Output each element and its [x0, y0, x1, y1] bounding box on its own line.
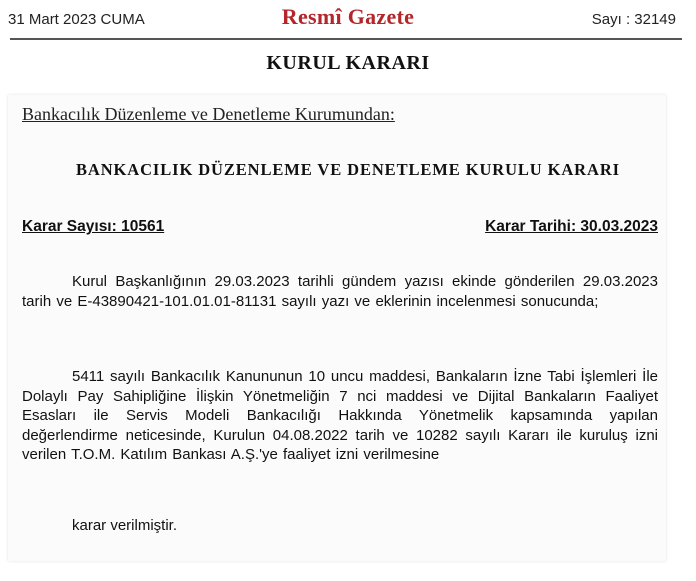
section-title: KURUL KARARI — [266, 52, 430, 74]
decision-date: Karar Tarihi: 30.03.2023 — [485, 218, 658, 235]
issue-number: Sayı : 32149 — [591, 11, 676, 28]
paragraph-body: 5411 sayılı Bankacılık Kanununun 10 uncu maddesi, Bankaların İzne Tabi İşlemleri İle Dolaylı Pay Sahipliğine İlişkin Yönetmeliğin 7 nci maddesi ve Dijital Bankaların Faaliyet Esasları ile Servis Modeli Bankacılığı Hakkında Yönetmelik kapsamında yapılan değerlendirme neticesinde, Kurulun 04.08.2022 tarih ve 10282 sayılı Kararı ile kuruluş izni verilen T.O.M. Katılım Bankası A.Ş.'ye faaliyet izni verilmesine — [22, 368, 658, 463]
header-divider — [10, 38, 682, 40]
paragraph-intro: Kurul Başkanlığının 29.03.2023 tarihli gündem yazısı ekinde gönderilen 29.03.2023 tarih ve E-43890421-101.01.01-81131 sayılı yazı ve eklerinin incelenmesi sonucunda; — [22, 273, 658, 310]
decision-title: BANKACILIK DÜZENLEME VE DENETLEME KURULU KARARI — [76, 160, 620, 179]
decision-number: Karar Sayısı: 10561 — [22, 218, 165, 235]
issue-date: 31 Mart 2023 CUMA — [8, 11, 145, 28]
gazette-header — [0, 0, 696, 38]
gazette-masthead: Resmî Gazete — [281, 4, 415, 29]
issuing-institution: Bankacılık Düzenleme ve Denetleme Kurumundan: — [22, 104, 395, 124]
closing-line: karar verilmiştir. — [72, 517, 178, 534]
